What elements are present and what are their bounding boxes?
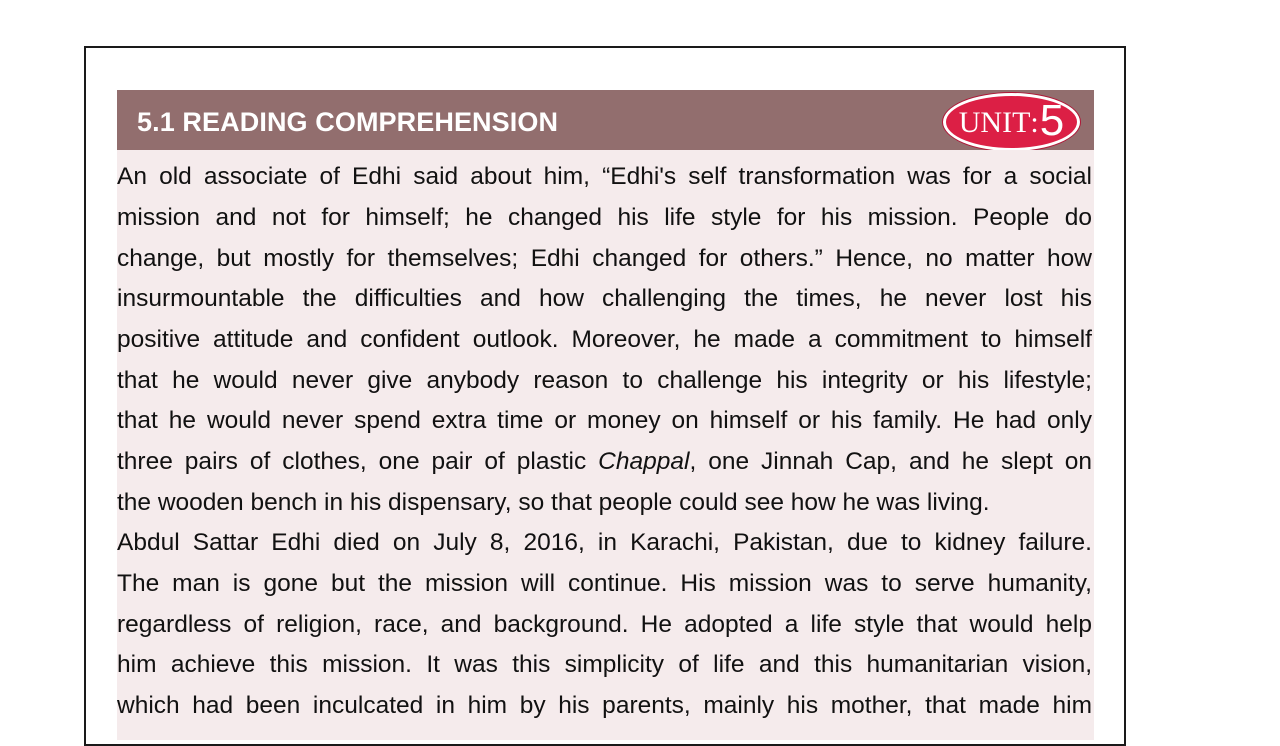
paragraph-1-line-8	[117, 442, 1092, 482]
paragraph-1-line-5: positive attitude and confident outlook. Moreover, he made a commitment to himself	[117, 326, 1092, 353]
line-8-text-before: three pairs of clothes, one pair of plastic	[117, 448, 599, 475]
section-title: 5.1 READING COMPREHENSION	[137, 107, 559, 137]
paragraph-1-line-1: An old associate of Edhi said about him, “Edhi's self transformation was for a social	[117, 163, 1092, 190]
paragraph-1-line-9: the wooden bench in his dispensary, so that people could see how he was living.	[117, 489, 990, 516]
section-header	[117, 90, 1094, 150]
paragraph-2-line-2: The man is gone but the mission will continue. His mission was to serve humanity,	[117, 570, 1092, 597]
unit-badge	[943, 93, 1080, 151]
paragraph-1-line-2: mission and not for himself; he changed his life style for his mission. People do	[117, 204, 1092, 231]
italic-word-chappal: Chappal	[598, 448, 690, 475]
paragraph-2-line-4: him achieve this mission. It was this simplicity of life and this humanitarian vision,	[117, 651, 1092, 678]
paragraph-1-line-7: that he would never spend extra time or money on himself or his family. He had only	[117, 407, 1092, 434]
line-8-text-after: , one Jinnah Cap, and he slept on	[689, 448, 1092, 475]
unit-colon: :	[1030, 106, 1039, 139]
unit-number: 5	[1039, 96, 1065, 145]
paragraph-1-line-6: that he would never give anybody reason to challenge his integrity or his lifestyle;	[117, 367, 1092, 394]
unit-label: UNIT	[958, 106, 1031, 139]
paragraph-2-line-3: regardless of religion, race, and background. He adopted a life style that would help	[117, 611, 1092, 638]
paragraph-2-line-5: which had been inculcated in him by his parents, mainly his mother, that made him	[117, 692, 1092, 719]
paragraph-1-line-4: insurmountable the difficulties and how challenging the times, he never lost his	[117, 285, 1092, 312]
paragraph-2-line-1: Abdul Sattar Edhi died on July 8, 2016, in Karachi, Pakistan, due to kidney failure.	[117, 529, 1092, 556]
paragraph-1-line-3: change, but mostly for themselves; Edhi changed for others.” Hence, no matter how	[117, 245, 1092, 272]
